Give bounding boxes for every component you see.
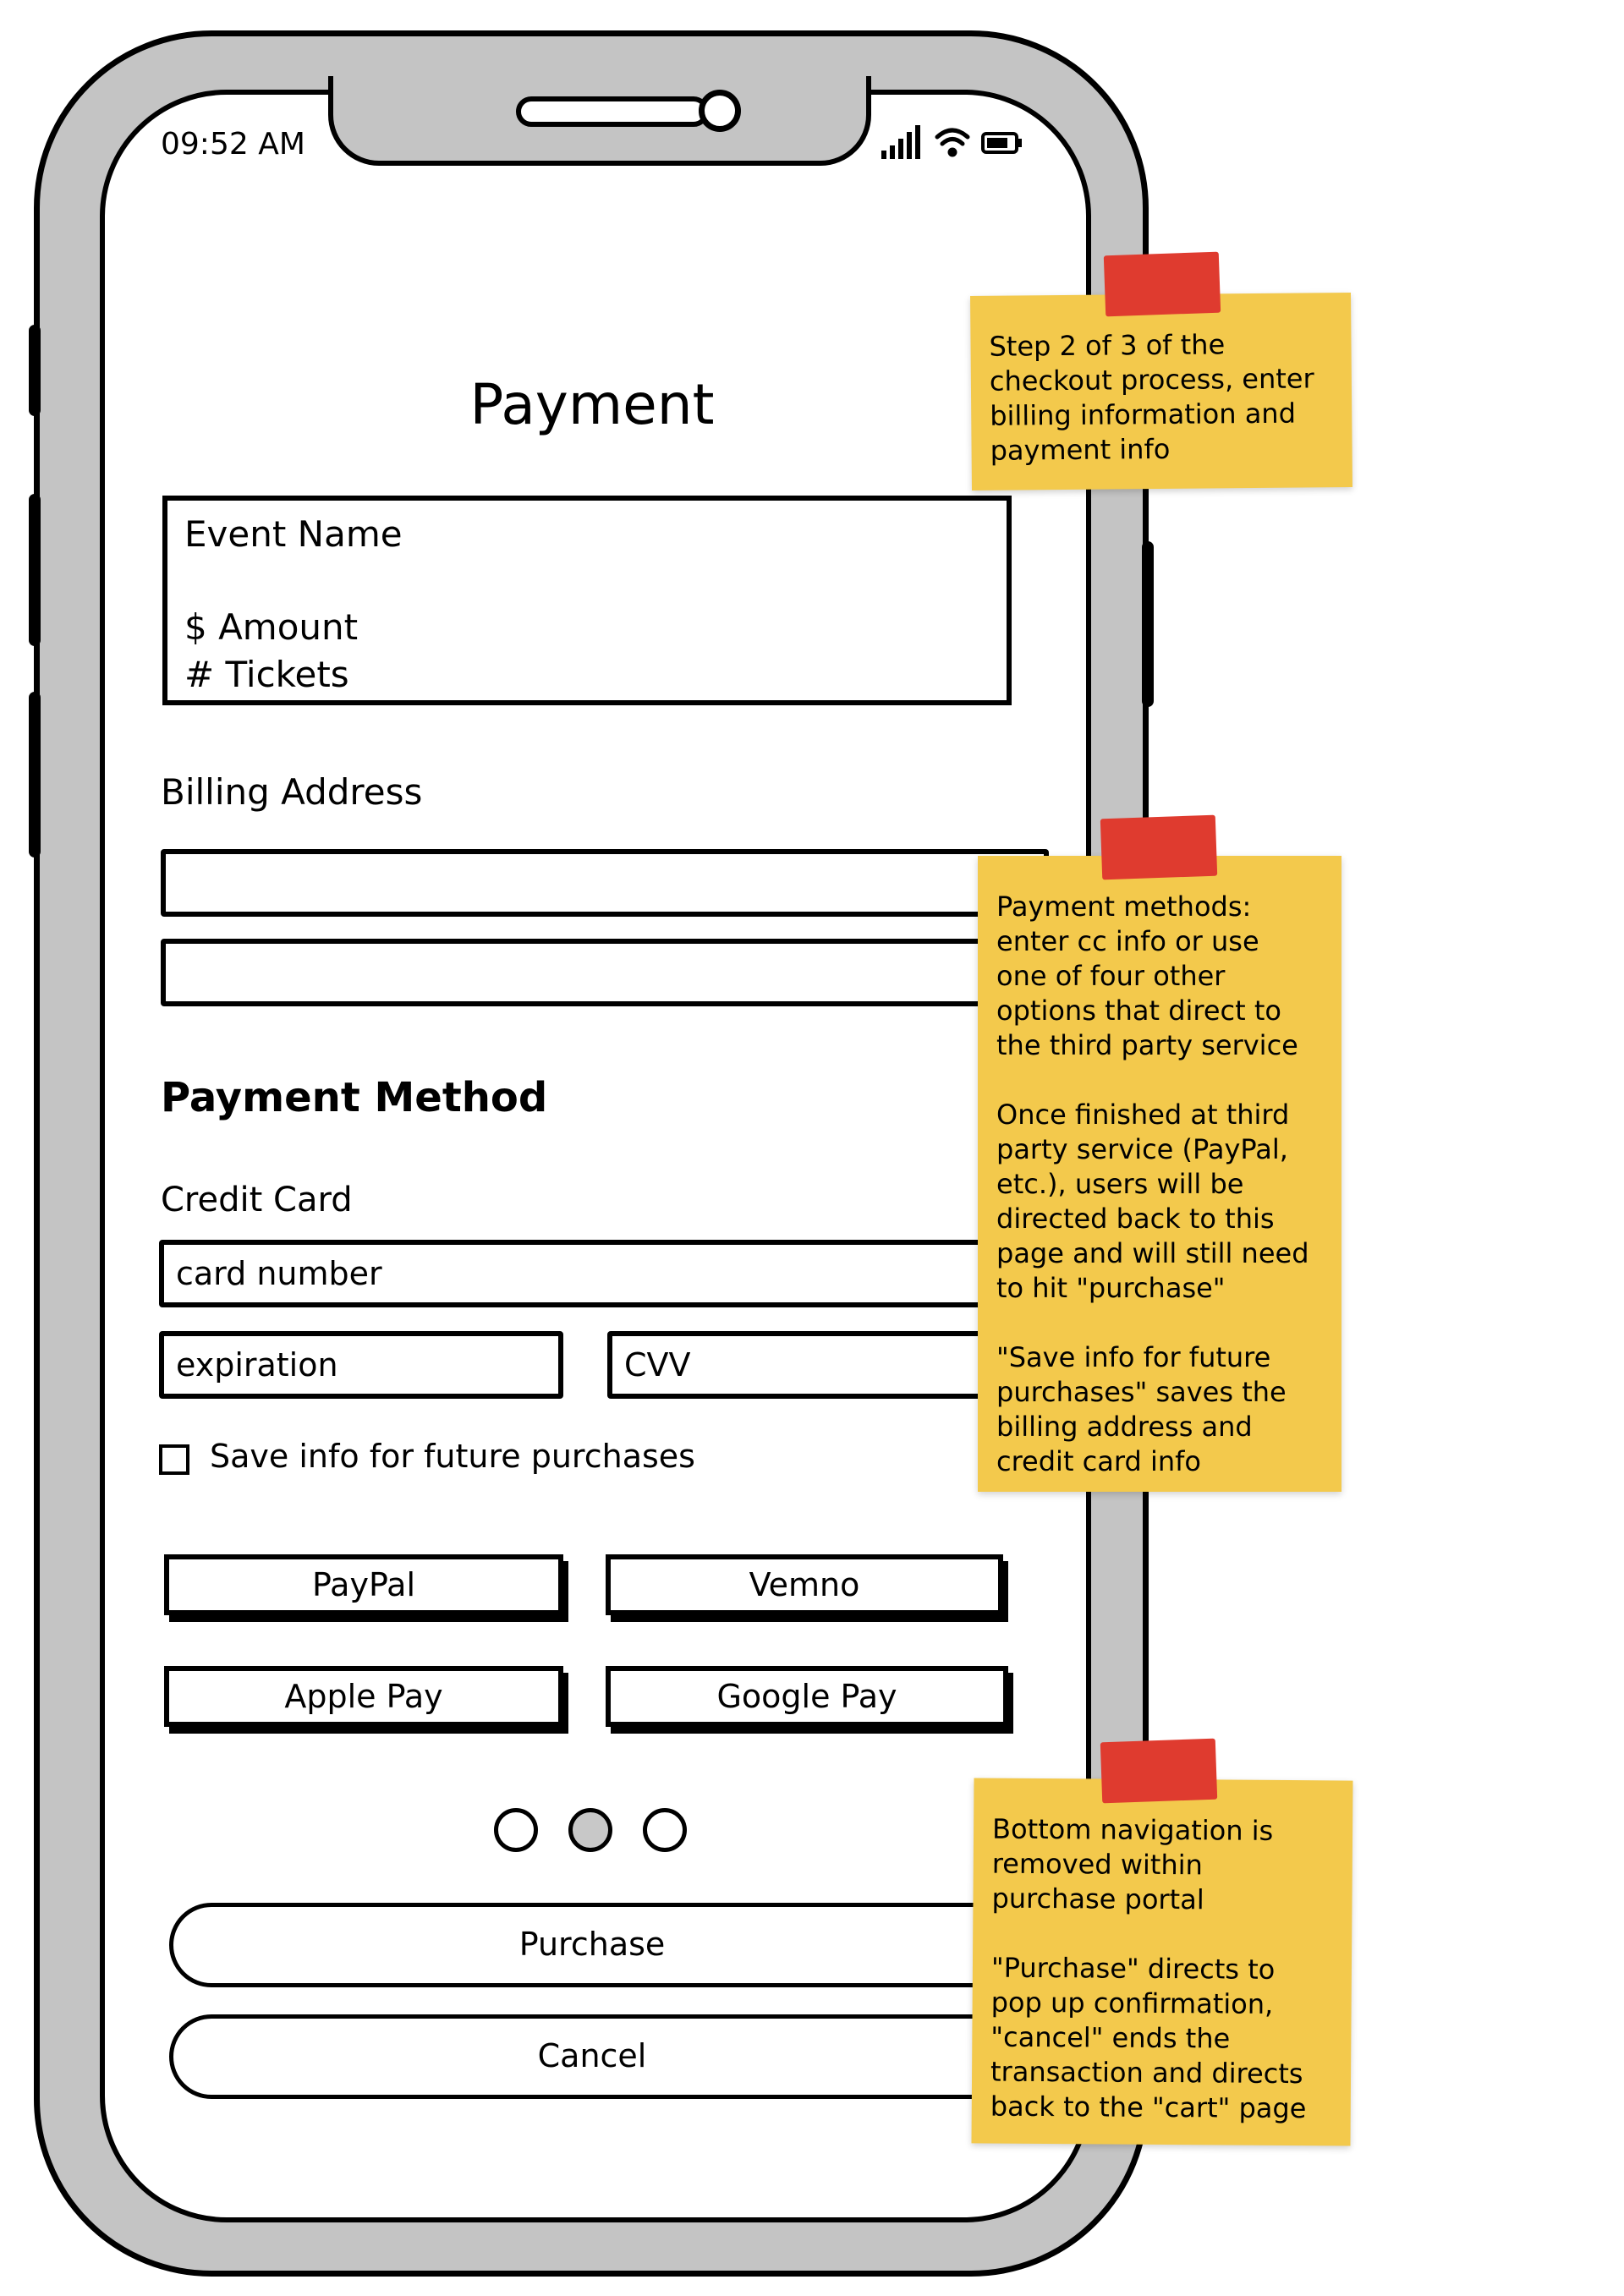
status-icons	[880, 122, 1032, 164]
signal-icon	[881, 125, 920, 159]
credit-card-label: Credit Card	[161, 1181, 353, 1219]
google-pay-button[interactable]: Google Pay	[606, 1666, 1008, 1727]
save-info-checkbox[interactable]	[159, 1444, 189, 1475]
battery-icon	[983, 134, 1022, 152]
event-tickets: # Tickets	[184, 654, 349, 695]
payment-method-heading: Payment Method	[161, 1074, 548, 1121]
progress-dot-1	[494, 1808, 538, 1852]
event-name: Event Name	[184, 513, 403, 555]
billing-address-label: Billing Address	[161, 771, 423, 813]
front-camera	[699, 90, 741, 132]
sticky-note-navigation: Bottom navigation is removed within purchase portal "Purchase" directs to pop up confirmation, "cancel" ends the transaction and directs back to the "cart" page	[971, 1778, 1352, 2145]
status-time: 09:52 AM	[161, 127, 305, 162]
cancel-button[interactable]: Cancel	[169, 2014, 1015, 2099]
speaker-grille	[516, 96, 709, 127]
billing-address-line1-input[interactable]	[161, 849, 1049, 917]
billing-address-line2-input[interactable]	[161, 939, 1049, 1006]
sticky-tape	[1100, 815, 1217, 880]
wifi-icon	[937, 130, 968, 155]
purchase-button[interactable]: Purchase	[169, 1903, 1015, 1987]
paypal-button[interactable]: PayPal	[164, 1554, 563, 1615]
expiration-input[interactable]: expiration	[159, 1331, 563, 1399]
sticky-tape	[1100, 1739, 1217, 1804]
sticky-note-payment-methods: Payment methods: enter cc info or use one of four other options that direct to the third party service Once finished at third party service (PayPal, etc.), users will be directed back to this page and will still need to hit "purchase" "Save info for future purchases" saves the billing address and credit card info	[978, 856, 1341, 1492]
phone-side-button-top	[29, 325, 41, 416]
venmo-button[interactable]: Vemno	[606, 1554, 1003, 1615]
sticky-tape	[1104, 252, 1221, 317]
phone-power-button	[1142, 541, 1154, 707]
card-number-input[interactable]: card number	[159, 1240, 1049, 1307]
progress-dot-3	[643, 1808, 687, 1852]
event-summary-box	[162, 496, 1012, 705]
sticky-note-step-info: Step 2 of 3 of the checkout process, enter billing information and payment info	[970, 293, 1352, 490]
phone-volume-up-button	[29, 494, 41, 646]
phone-volume-down-button	[29, 692, 41, 858]
save-info-label: Save info for future purchases	[210, 1438, 695, 1475]
page-title: Payment	[469, 372, 715, 437]
cvv-input[interactable]: CVV	[607, 1331, 1049, 1399]
progress-indicator	[494, 1808, 697, 1855]
event-amount: $ Amount	[184, 606, 359, 648]
progress-dot-2	[568, 1808, 612, 1852]
apple-pay-button[interactable]: Apple Pay	[164, 1666, 563, 1727]
